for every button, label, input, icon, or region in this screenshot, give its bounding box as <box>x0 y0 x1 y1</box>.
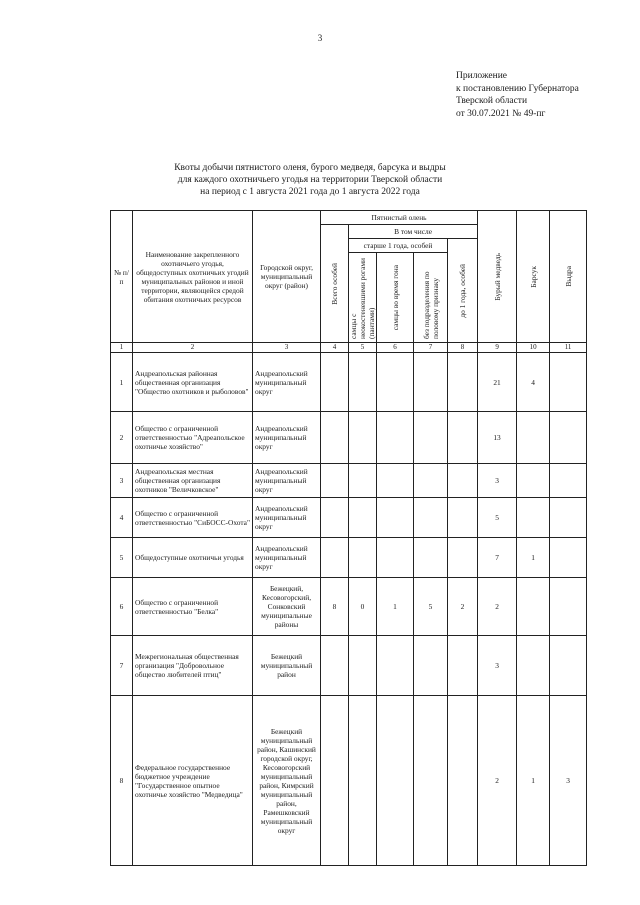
appendix-line: Тверской области <box>456 96 528 106</box>
cell-otter: 3 <box>550 696 587 866</box>
cell-badger <box>517 578 550 636</box>
header-males-rut: самцы с неокостеневшими рогами (пантами) <box>349 253 377 343</box>
title-line: на период с 1 августа 2021 года до 1 августа 2022 года <box>200 187 420 197</box>
cell-no: 1 <box>111 353 133 412</box>
cell-name: Общество с ограниченной ответственностью "Адреапольское охотничье хозяйство" <box>133 412 253 464</box>
cell-name: Общество с ограниченной ответственностью "СиБОСС-Охота" <box>133 498 253 538</box>
table-row <box>111 696 587 866</box>
cell-bear: 3 <box>478 636 517 696</box>
cell-badger <box>517 412 550 464</box>
cell-under1 <box>448 464 478 498</box>
cell-no-sex <box>414 538 448 578</box>
cell-males-season <box>377 412 414 464</box>
header-badger: Барсук <box>517 211 550 343</box>
cell-males-season <box>377 464 414 498</box>
document-title <box>110 162 510 198</box>
header-name: Наименование закрепленного охотничьего угодья, общедоступных охотничьих угодий муниципальных районов и иной территории, являющейся средой обитания охотничьих ресурсов <box>133 211 253 343</box>
appendix-line: Приложение <box>456 71 507 81</box>
cell-name: Андреапольская районная общественная организация "Общество охотников и рыболовов" <box>133 353 253 412</box>
cell-males-season <box>377 353 414 412</box>
cell-no-sex: 5 <box>414 578 448 636</box>
cell-badger <box>517 636 550 696</box>
cell-males-season <box>377 636 414 696</box>
cell-badger: 1 <box>517 538 550 578</box>
cell-under1 <box>448 538 478 578</box>
cell-under1 <box>448 498 478 538</box>
cell-name: Федеральное государственное бюджетное учреждение "Государственное опытное охотничье хозяйство "Медведица" <box>133 696 253 866</box>
cell-district: Андреапольский муниципальный округ <box>253 412 321 464</box>
cell-males-rut <box>349 498 377 538</box>
cell-bear: 2 <box>478 696 517 866</box>
cell-males-season <box>377 498 414 538</box>
page-number: 3 <box>317 33 323 43</box>
cell-no: 6 <box>111 578 133 636</box>
cell-no: 2 <box>111 412 133 464</box>
cell-otter <box>550 538 587 578</box>
header-no: № п/п <box>111 211 133 343</box>
cell-no-sex <box>414 636 448 696</box>
header-spotted-deer: Пятнистый олень <box>321 211 478 225</box>
cell-total <box>321 696 349 866</box>
col-num: 7 <box>414 343 448 353</box>
header-incl: В том числе <box>349 225 478 239</box>
table-row <box>111 353 587 412</box>
cell-total <box>321 353 349 412</box>
cell-males-rut <box>349 353 377 412</box>
cell-no: 8 <box>111 696 133 866</box>
cell-otter <box>550 412 587 464</box>
cell-total <box>321 636 349 696</box>
cell-otter <box>550 636 587 696</box>
cell-otter <box>550 578 587 636</box>
cell-district: Бежецкий муниципальный район, Кашинский городской округ, Кесовогорский муниципальный район, Кимрский муниципальный район, Рамешковский муниципальный округ <box>253 696 321 866</box>
header-older: старше 1 года, особей <box>349 239 448 253</box>
cell-no: 3 <box>111 464 133 498</box>
col-num: 1 <box>111 343 133 353</box>
header-district: Городской округ, муниципальный округ (район) <box>253 211 321 343</box>
cell-males-rut <box>349 538 377 578</box>
table-row <box>111 464 587 498</box>
cell-males-rut <box>349 696 377 866</box>
title-line: для каждого охотничьего угодья на территории Тверской области <box>177 175 443 185</box>
header-bear: Бурый медведь <box>478 211 517 343</box>
cell-name: Межрегиональная общественная организация "Добровольное общество любителей птиц" <box>133 636 253 696</box>
cell-bear: 5 <box>478 498 517 538</box>
cell-total <box>321 412 349 464</box>
cell-name: Общедоступные охотничьи угодья <box>133 538 253 578</box>
cell-males-season: 1 <box>377 578 414 636</box>
cell-males-season <box>377 538 414 578</box>
cell-no-sex <box>414 696 448 866</box>
cell-under1: 2 <box>448 578 478 636</box>
cell-otter <box>550 498 587 538</box>
cell-total <box>321 464 349 498</box>
table-row <box>111 498 587 538</box>
cell-no-sex <box>414 464 448 498</box>
cell-under1 <box>448 696 478 866</box>
table-row <box>111 636 587 696</box>
cell-district: Бежецкий, Кесовогорский, Сонковский муниципальные районы <box>253 578 321 636</box>
col-num: 6 <box>377 343 414 353</box>
cell-name: Общество с ограниченной ответственностью "Белка" <box>133 578 253 636</box>
title-line: Квоты добычи пятнистого оленя, бурого медведя, барсука и выдры <box>174 163 446 173</box>
cell-bear: 3 <box>478 464 517 498</box>
col-num: 2 <box>133 343 253 353</box>
cell-total <box>321 498 349 538</box>
col-num: 3 <box>253 343 321 353</box>
cell-district: Бежецкий муниципальный район <box>253 636 321 696</box>
cell-no: 4 <box>111 498 133 538</box>
table-row <box>111 412 587 464</box>
cell-males-rut <box>349 412 377 464</box>
cell-district: Андреапольский муниципальный округ <box>253 464 321 498</box>
cell-bear: 2 <box>478 578 517 636</box>
table-row <box>111 578 587 636</box>
cell-no: 5 <box>111 538 133 578</box>
header-otter: Выдра <box>550 211 587 343</box>
header-under1: до 1 года, особей <box>448 239 478 343</box>
col-num: 8 <box>448 343 478 353</box>
cell-males-rut: 0 <box>349 578 377 636</box>
cell-badger: 1 <box>517 696 550 866</box>
col-num: 9 <box>478 343 517 353</box>
cell-males-rut <box>349 636 377 696</box>
appendix-line: от 30.07.2021 № 49-пг <box>456 108 546 119</box>
header-no-sex: без подразделения по половому признаку <box>414 253 448 343</box>
cell-district: Андреапольский муниципальный округ <box>253 498 321 538</box>
col-num: 4 <box>321 343 349 353</box>
cell-total <box>321 538 349 578</box>
cell-bear: 13 <box>478 412 517 464</box>
cell-otter <box>550 464 587 498</box>
cell-total: 8 <box>321 578 349 636</box>
cell-no-sex <box>414 353 448 412</box>
cell-under1 <box>448 636 478 696</box>
cell-badger <box>517 498 550 538</box>
cell-badger <box>517 464 550 498</box>
cell-under1 <box>448 353 478 412</box>
cell-otter <box>550 353 587 412</box>
header-total: Всего особей <box>321 225 349 343</box>
cell-no-sex <box>414 498 448 538</box>
cell-no: 7 <box>111 636 133 696</box>
cell-bear: 7 <box>478 538 517 578</box>
cell-males-rut <box>349 464 377 498</box>
col-num: 5 <box>349 343 377 353</box>
cell-no-sex <box>414 412 448 464</box>
appendix-note <box>456 70 579 120</box>
header-males-season: самцы во время гона <box>377 253 414 343</box>
col-num: 11 <box>550 343 587 353</box>
cell-district: Андреапольский муниципальный округ <box>253 353 321 412</box>
cell-district: Андреапольский муниципальный округ <box>253 538 321 578</box>
cell-name: Андреапольская местная общественная организация охотников "Величковское" <box>133 464 253 498</box>
cell-under1 <box>448 412 478 464</box>
cell-males-season <box>377 696 414 866</box>
appendix-line: к постановлению Губернатора <box>456 83 579 94</box>
cell-badger: 4 <box>517 353 550 412</box>
column-numbers-row <box>111 343 587 353</box>
quota-table <box>110 210 587 866</box>
table-row <box>111 538 587 578</box>
col-num: 10 <box>517 343 550 353</box>
cell-bear: 21 <box>478 353 517 412</box>
